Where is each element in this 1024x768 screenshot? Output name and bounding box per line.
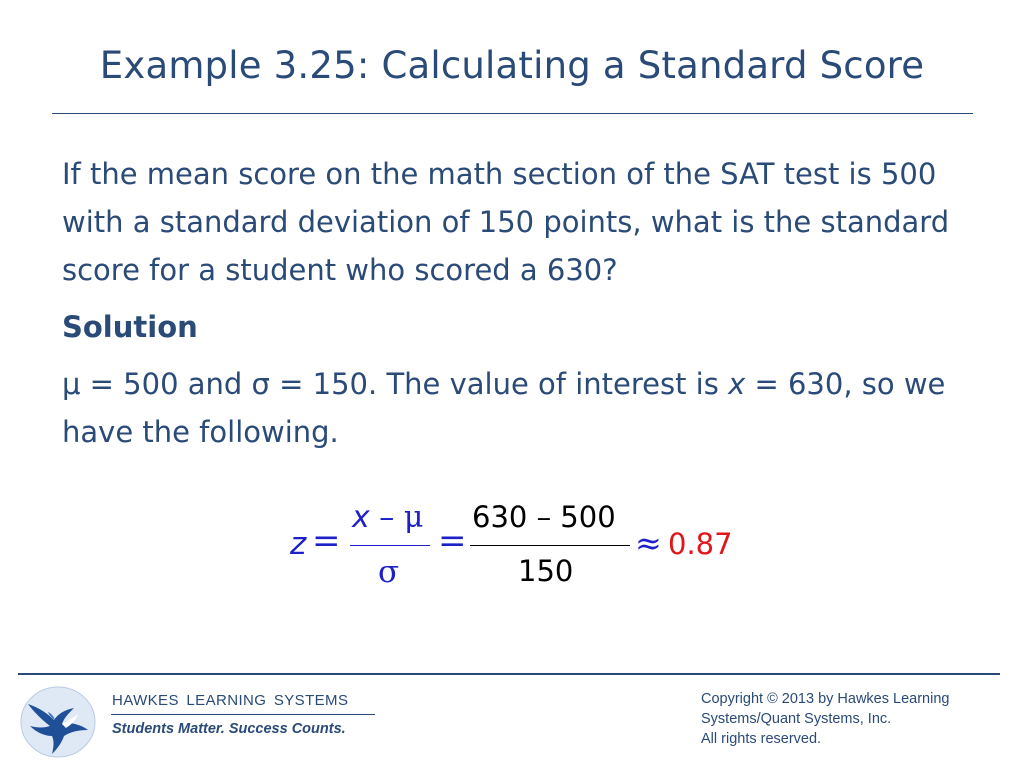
fraction1-numerator-var: x (352, 500, 370, 535)
copyright-line-3: All rights reserved. (701, 731, 822, 747)
fraction2-numerator-b: 500 (560, 500, 616, 534)
fraction2-bar (470, 545, 630, 546)
slide-title: Example 3.25: Calculating a Standard Score (99, 44, 925, 87)
equation-result: 0.87 (668, 527, 733, 561)
eagle-logo-icon (18, 684, 100, 760)
fraction1-bar (350, 545, 430, 546)
equation-approx: ≈ (635, 524, 662, 562)
solution-text-part2: = 630, so we have the following. (62, 367, 946, 449)
copyright-line-2: Systems/Quant Systems, Inc. (701, 711, 892, 727)
fraction2-numerator-a: 630 (472, 500, 528, 534)
fraction2-numerator (472, 500, 616, 534)
solution-text (62, 360, 972, 456)
z-score-equation (290, 496, 750, 596)
fraction1-numerator-op: – μ (369, 500, 424, 535)
solution-heading: Solution (62, 310, 198, 344)
problem-text: If the mean score on the math section of the SAT test is 500 with a standard deviation of 150 points, what is the standard score for a student who scored a 630? (62, 157, 950, 287)
fraction1-denominator: σ (378, 554, 400, 590)
equation-z: z (290, 526, 307, 562)
footer-divider (18, 673, 1000, 675)
fraction2-denominator: 150 (518, 554, 574, 588)
solution-variable: x (728, 367, 746, 401)
brand-tagline: Students Matter. Success Counts. (112, 721, 346, 737)
copyright-line-1: Copyright © 2013 by Hawkes Learning (701, 691, 950, 707)
solution-text-part1: μ = 500 and σ = 150. The value of interest is (62, 367, 729, 401)
copyright-notice (701, 689, 1011, 749)
equation-equals-1: = (312, 521, 341, 561)
fraction2-numerator-op: – (527, 500, 561, 534)
equation-equals-2: = (438, 521, 467, 561)
brand-divider (111, 714, 375, 715)
brand-name: HAWKES LEARNING SYSTEMS (112, 692, 349, 709)
title-divider (52, 113, 973, 114)
fraction1-numerator (352, 500, 423, 535)
